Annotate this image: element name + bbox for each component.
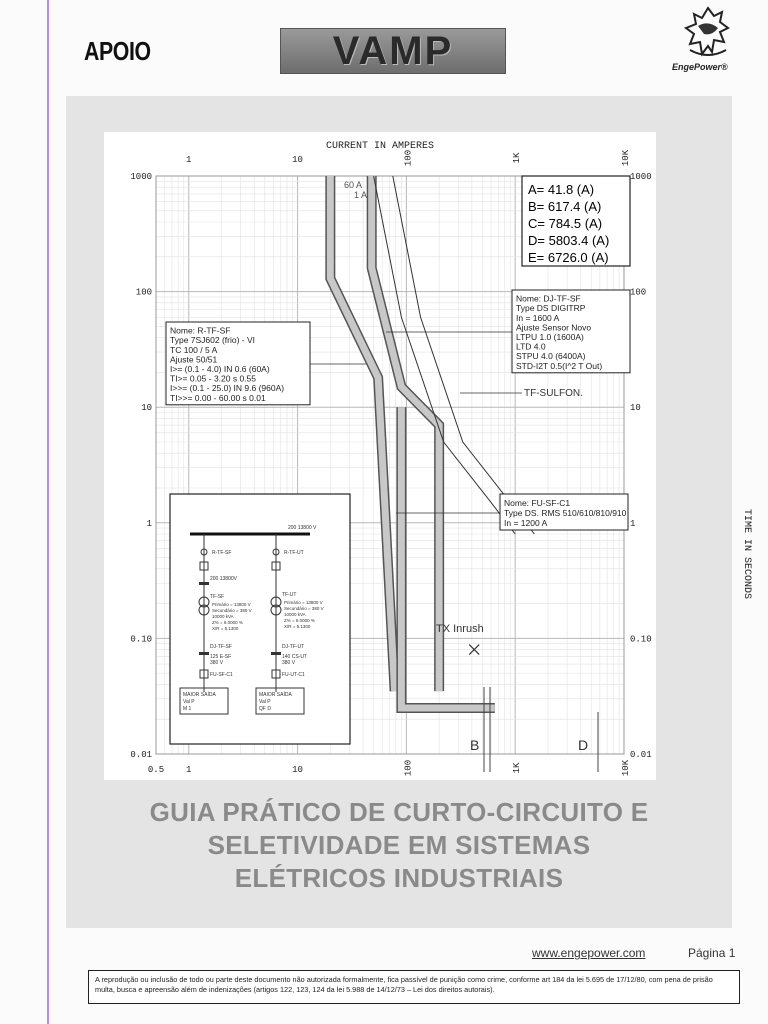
svg-text:Z% = 6.0000 %: Z% = 6.0000 % <box>212 620 243 625</box>
page-number: Página 1 <box>688 946 736 960</box>
label-box-line: Ajuste Sensor Novo <box>516 322 592 333</box>
y-axis-title: TIME IN SECONDS <box>741 508 752 600</box>
x-tick-bottom: 1K <box>512 762 523 774</box>
apoio-label: APOIO <box>84 36 151 66</box>
label-box-line: LTD 4.0 <box>516 341 546 352</box>
coordination-chart-svg <box>104 132 752 780</box>
current-value-b: B= 617.4 (A) <box>528 199 602 214</box>
engepower-logo-text: EngePower® <box>672 62 728 72</box>
label-box-line: In = 1200 A <box>504 518 548 528</box>
y-tick-left: 0.01 <box>130 750 152 760</box>
document-title-line-3: ELÉTRICOS INDUSTRIAIS <box>234 863 564 893</box>
label-box-line: I>= (0.1 - 4.0) IN 0.6 (60A) <box>170 364 270 374</box>
label-box-fu-sf-c1 <box>500 494 628 530</box>
current-value-a: A= 41.8 (A) <box>528 182 595 197</box>
current-value-c: C= 784.5 (A) <box>528 216 603 231</box>
svg-text:140 CS-UT: 140 CS-UT <box>282 654 308 660</box>
tx-inrush-label: TX Inrush <box>436 623 484 635</box>
svg-text:10000 kVA: 10000 kVA <box>284 612 306 617</box>
x-tick-bottom: 100 <box>403 759 414 777</box>
svg-text:DJ-TF-SF: DJ-TF-SF <box>210 644 232 650</box>
svg-text:Val P: Val P <box>183 699 195 705</box>
svg-text:380 V: 380 V <box>210 660 224 666</box>
tf-sulfon-label: TF-SULFON. <box>524 388 583 399</box>
svg-text:TF-UT: TF-UT <box>282 592 297 598</box>
svg-text:200 13800V: 200 13800V <box>210 576 237 582</box>
label-box-line: Type 7SJ602 (frio) - VI <box>170 335 256 346</box>
svg-text:R-TF-SF: R-TF-SF <box>212 550 232 556</box>
x-tick-bottom: 10 <box>292 765 303 775</box>
svg-text:MAIOR SAÍDA: MAIOR SAÍDA <box>259 692 292 698</box>
sld-bus-label: 200 13800 V <box>288 525 317 531</box>
label-box-line: Nome: FU-SF-C1 <box>504 498 571 508</box>
document-title <box>66 796 732 895</box>
label-box-line: Ajuste 50/51 <box>170 354 218 365</box>
svg-text:Secundário = 380 V: Secundário = 380 V <box>284 606 324 611</box>
svg-text:R-TF-UT: R-TF-UT <box>284 550 304 556</box>
label-box-line: I>>= (0.1 - 25.0) IN 9.6 (960A) <box>170 383 285 394</box>
svg-text:FU-SF-C1: FU-SF-C1 <box>210 672 233 678</box>
label-box-line: TI>>= 0.00 - 60.00 s 0.01 <box>170 392 266 403</box>
page-margin-line <box>47 0 49 1024</box>
x-tick-top: 1 <box>186 155 192 165</box>
y-tick-left: 1 <box>146 518 152 529</box>
x-tick-top: 10 <box>292 155 303 165</box>
svg-text:Primário = 13800 V: Primário = 13800 V <box>212 602 251 607</box>
label-box-line: STD-I2T 0.5(I^2 T Out) <box>516 360 603 371</box>
single-line-diagram <box>170 494 350 744</box>
y-tick-right: 100 <box>630 287 647 298</box>
y-tick-right: 0.01 <box>630 750 652 760</box>
y-tick-right: 10 <box>630 403 641 414</box>
svg-text:10000 kVA: 10000 kVA <box>212 614 234 619</box>
document-title-line-2: SELETIVIDADE EM SISTEMAS <box>207 830 591 860</box>
label-box-line: TI>= 0.05 - 3.20 s 0.55 <box>170 373 257 384</box>
label-box-line: In = 1600 A <box>516 312 560 323</box>
label-box-line: TC 100 / 5 A <box>170 344 218 355</box>
svg-text:M 1: M 1 <box>183 706 192 712</box>
svg-text:QF D: QF D <box>259 706 271 712</box>
y-tick-left: 1000 <box>130 172 152 182</box>
x-tick-top: 10K <box>621 149 631 167</box>
copyright-disclaimer: A reprodução ou inclusão de todo ou parte deste documento não autorizada formalmente, fica passível de punição como crime, conforme art 184 da lei 5.695 de 17/12/80, com pena de prisão multa, busca e apreensão além de indenizações (artigos 122, 123, 124 da lei 5.988 de 14/12/73 – Lei dos direitos autorais). <box>88 970 740 1004</box>
current-value-e: E= 6726.0 (A) <box>528 250 609 265</box>
y-tick-right: 1 <box>630 518 636 529</box>
svg-text:125 E-SF: 125 E-SF <box>210 654 232 660</box>
current-value-d: D= 5803.4 (A) <box>528 233 610 248</box>
x-tick-top: 100 <box>403 149 414 167</box>
document-title-line-1: GUIA PRÁTICO DE CURTO-CIRCUITO E <box>149 797 649 827</box>
svg-text:380 V: 380 V <box>282 660 296 666</box>
coordination-chart <box>104 132 752 780</box>
label-box-r-tf-sf <box>166 322 310 405</box>
label-box-line: Type DS DIGITRP <box>516 303 586 314</box>
marker-d-label: D <box>578 737 589 753</box>
svg-text:FU-UT-C1: FU-UT-C1 <box>282 672 305 678</box>
label-box-line: STPU 4.0 (6400A) <box>516 351 586 362</box>
label-box-line: LTPU 1.0 (1600A) <box>516 332 584 342</box>
svg-text:Primário = 13800 V: Primário = 13800 V <box>284 600 323 605</box>
label-box-line: Nome: DJ-TF-SF <box>516 293 581 304</box>
vamp-logo: VAMP <box>280 28 506 74</box>
svg-text:Secundário = 380 V: Secundário = 380 V <box>212 608 252 613</box>
current-values-box <box>522 176 630 266</box>
svg-text:MAIOR SAÍDA: MAIOR SAÍDA <box>183 692 216 698</box>
y-tick-right: 1000 <box>630 172 652 182</box>
x-tick-bottom: 10K <box>621 759 631 777</box>
x-tick-top: 1K <box>512 152 523 164</box>
y-tick-left: 0.10 <box>130 634 152 645</box>
top-limit-label: 60 A <box>344 180 363 190</box>
y-tick-left: 100 <box>135 287 152 298</box>
label-box-line: Type DS. RMS 510/610/810/910 <box>504 508 627 518</box>
x-tick-bottom: 1 <box>186 765 192 775</box>
y-tick-left: 10 <box>141 403 152 414</box>
svg-text:X/R = 5.1300: X/R = 5.1300 <box>284 624 311 629</box>
svg-text:DJ-TF-UT: DJ-TF-UT <box>282 644 305 650</box>
svg-text:Z% = 6.0000 %: Z% = 6.0000 % <box>284 618 315 623</box>
svg-text:Val P: Val P <box>259 699 271 705</box>
top-limit-label-2: 1 A <box>354 190 368 200</box>
x-axis-title: CURRENT IN AMPERES <box>325 141 435 152</box>
marker-b-label: B <box>470 737 480 753</box>
y-tick-right: 0.10 <box>630 634 652 645</box>
svg-text:TF-SF: TF-SF <box>210 594 225 600</box>
label-box-dj-tf-sf <box>512 290 630 373</box>
x-tick-bottom: 0.5 <box>147 765 165 775</box>
label-box-line: Nome: R-TF-SF <box>170 325 231 336</box>
svg-text:X/R = 5.1300: X/R = 5.1300 <box>212 626 239 631</box>
website-link[interactable]: www.engepower.com <box>532 946 646 960</box>
